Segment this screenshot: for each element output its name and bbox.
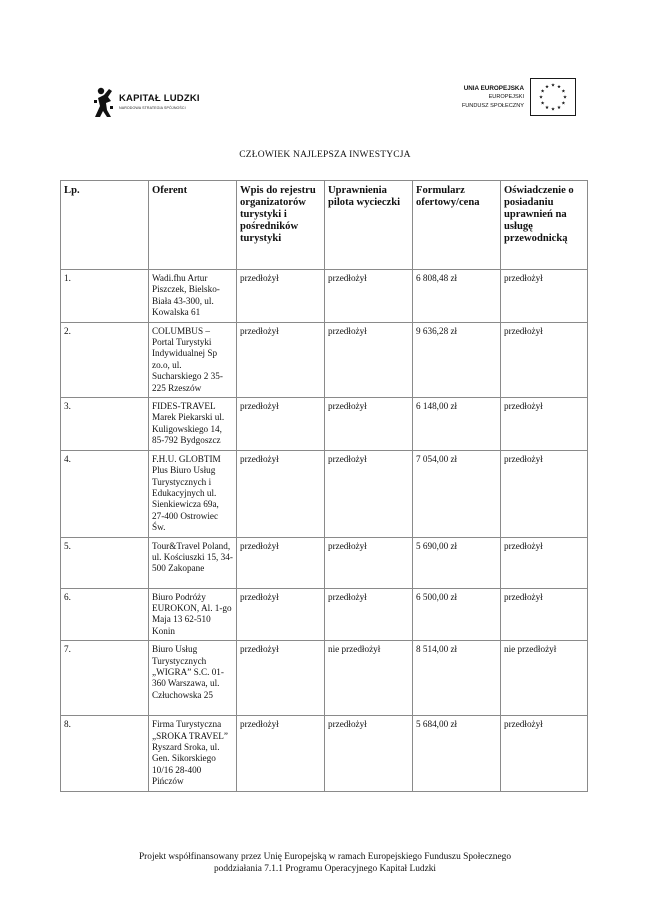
cell-wpis: przedłożył [237, 537, 325, 588]
kapital-ludzki-title: KAPITAŁ LUDZKI [119, 93, 200, 104]
cell-uprawnienia: przedłożył [325, 270, 413, 323]
cell-cena: 6 148,00 zł [413, 398, 501, 451]
eu-logo-text [450, 84, 524, 111]
table-row [61, 716, 588, 791]
table-row [61, 450, 588, 537]
cell-oswiadczenie: przedłożył [501, 398, 588, 451]
kapital-ludzki-logo [92, 86, 222, 122]
cell-oferent: F.H.U. GLOBTIM Plus Biuro Usług Turystycznych i Edukacyjnych ul. Sienkiewicza 69a, 27-400 Ostrowiec Św. [149, 450, 237, 537]
eu-fund-line1: EUROPEJSKI [488, 94, 524, 100]
cell-uprawnienia: przedłożył [325, 398, 413, 451]
cell-uprawnienia: przedłożył [325, 716, 413, 791]
cell-oswiadczenie: nie przedłożył [501, 641, 588, 716]
footer-line-2: poddziałania 7.1.1 Programu Operacyjnego Kapitał Ludzki [213, 864, 437, 874]
table-row [61, 398, 588, 451]
cell-lp: 2. [61, 322, 149, 397]
cell-cena: 6 808,48 zł [413, 270, 501, 323]
cell-cena: 8 514,00 zł [413, 641, 501, 716]
cell-oswiadczenie: przedłożył [501, 270, 588, 323]
column-header-lp: Lp. [61, 181, 149, 270]
cell-lp: 6. [61, 588, 149, 641]
cell-oswiadczenie: przedłożył [501, 588, 588, 641]
cell-lp: 8. [61, 716, 149, 791]
cell-cena: 5 690,00 zł [413, 537, 501, 588]
eu-logo [450, 78, 580, 118]
cell-cena: 6 500,00 zł [413, 588, 501, 641]
cell-lp: 7. [61, 641, 149, 716]
cell-wpis: przedłożył [237, 398, 325, 451]
cell-uprawnienia: przedłożył [325, 450, 413, 537]
cell-wpis: przedłożył [237, 588, 325, 641]
cell-uprawnienia: przedłożył [325, 322, 413, 397]
column-header-wpis: Wpis do rejestru organizatorów turystyki i pośredników turystyki [237, 181, 325, 270]
cell-uprawnienia: przedłożył [325, 588, 413, 641]
eu-fund-line2: FUNDUSZ SPOŁECZNY [461, 103, 524, 109]
cell-lp: 1. [61, 270, 149, 323]
cell-cena: 7 054,00 zł [413, 450, 501, 537]
kapital-ludzki-figure-icon [92, 86, 116, 120]
cell-wpis: przedłożył [237, 322, 325, 397]
cell-lp: 4. [61, 450, 149, 537]
cell-oferent: Firma Turystyczna „SROKA TRAVEL” Ryszard Sroka, ul. Gen. Sikorskiego 10/16 28-400 Pińczów [149, 716, 237, 791]
eu-name: UNIA EUROPEJSKA [463, 85, 524, 92]
kapital-ludzki-subtitle: NARODOWA STRATEGIA SPÓJNOŚCI [119, 106, 186, 110]
cell-oferent: Tour&Travel Poland, ul. Kościuszki 15, 34-500 Zakopane [149, 537, 237, 588]
column-header-oswiadczenie: Oświadczenie o posiadaniu uprawnień na usługę przewodnicką [501, 181, 588, 270]
table-row [61, 588, 588, 641]
cell-lp: 3. [61, 398, 149, 451]
cell-wpis: przedłożył [237, 716, 325, 791]
column-header-oferent: Oferent [149, 181, 237, 270]
table-row [61, 270, 588, 323]
table-row [61, 322, 588, 397]
cell-oswiadczenie: przedłożył [501, 537, 588, 588]
cell-oswiadczenie: przedłożył [501, 450, 588, 537]
cell-cena: 9 636,28 zł [413, 322, 501, 397]
column-header-uprawnienia: Uprawnienia pilota wycieczki [325, 181, 413, 270]
cell-oferent: Biuro Usług Turystycznych „WIGRA” S.C. 01-360 Warszawa, ul. Człuchowska 25 [149, 641, 237, 716]
cell-oferent: COLUMBUS – Portal Turystyki Indywidualnej Sp zo.o, ul. Sucharskiego 2 35-225 Rzeszów [149, 322, 237, 397]
cell-lp: 5. [61, 537, 149, 588]
cell-oswiadczenie: przedłożył [501, 322, 588, 397]
cell-wpis: przedłożył [237, 450, 325, 537]
document-title: CZŁOWIEK NAJLEPSZA INWESTYCJA [239, 150, 411, 160]
cell-oferent: Biuro Podróży EUROKON, Al. 1-go Maja 13 62-510 Konin [149, 588, 237, 641]
cell-cena: 5 684,00 zł [413, 716, 501, 791]
cell-oferent: Wadi.fhu Artur Piszczek, Bielsko-Biała 43-300, ul. Kowalska 61 [149, 270, 237, 323]
cell-uprawnienia: przedłożył [325, 537, 413, 588]
cell-uprawnienia: nie przedłożył [325, 641, 413, 716]
table-row [61, 537, 588, 588]
cell-wpis: przedłożył [237, 641, 325, 716]
cell-wpis: przedłożył [237, 270, 325, 323]
cell-oferent: FIDES-TRAVEL Marek Piekarski ul. Kuligowskiego 14, 85-792 Bydgoszcz [149, 398, 237, 451]
eu-flag-icon [530, 78, 576, 116]
offers-table [60, 180, 588, 792]
cell-oswiadczenie: przedłożył [501, 716, 588, 791]
table-row [61, 641, 588, 716]
footer-line-1: Projekt współfinansowany przez Unię Europejską w ramach Europejskiego Funduszu Społecznego [138, 852, 512, 862]
page-footer [0, 851, 650, 875]
column-header-formularz: Formularz ofertowy/cena [413, 181, 501, 270]
table-header-row [61, 181, 588, 270]
